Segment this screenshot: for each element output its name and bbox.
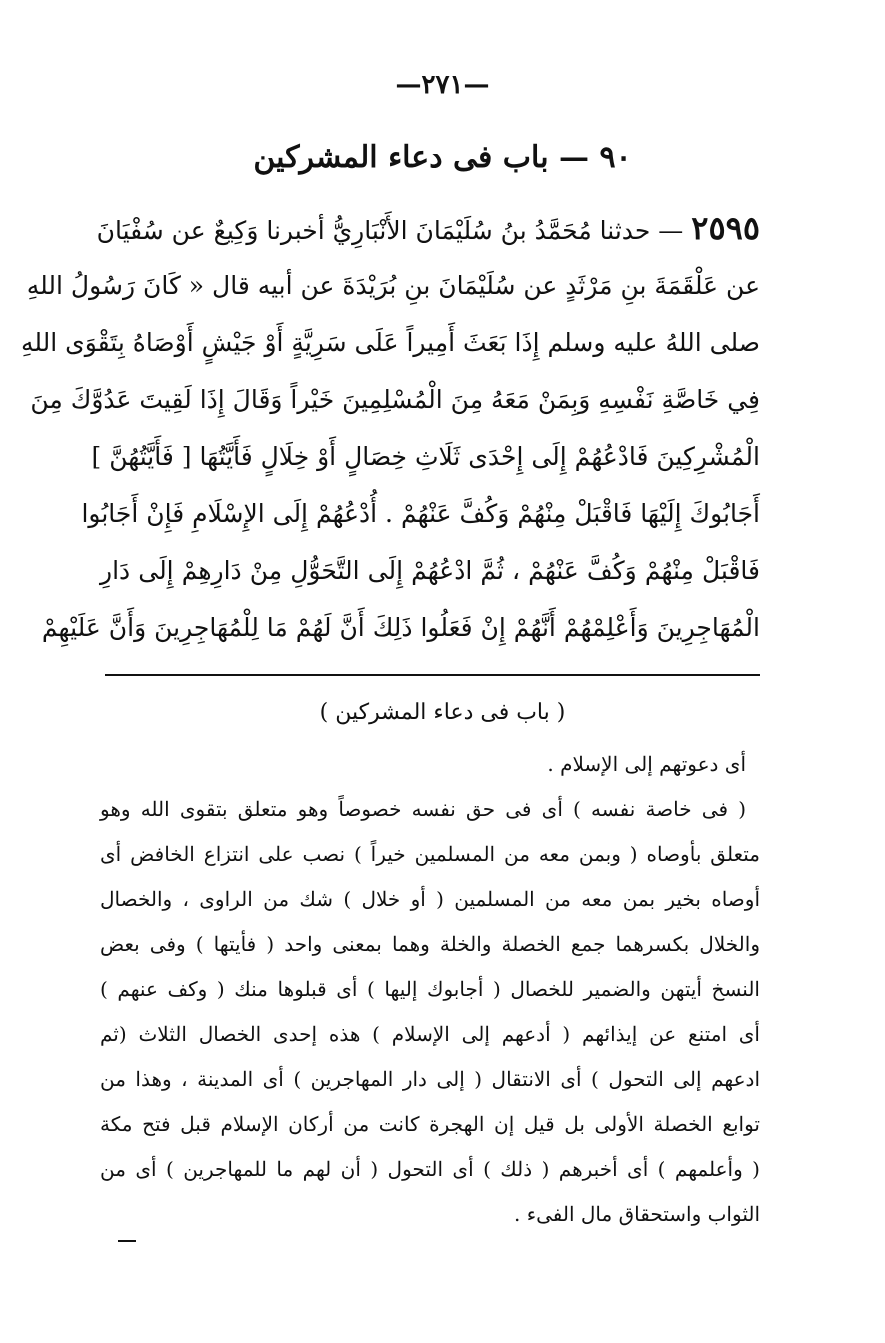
commentary-line: أى دعوتهم إلى الإسلام . [547, 752, 746, 776]
commentary-line: توابع الخصلة الأولى بل قيل إن الهجرة كانت من أركان الإسلام قبل فتح مكة [100, 1112, 760, 1136]
commentary-line: والخلال بكسرهما جمع الخصلة والخلة وهما بمعنى واحد ( فأيتها ) وفى بعض [100, 932, 760, 956]
chapter-separator: — [548, 140, 600, 175]
commentary-line: أى امتنع عن إيذائهم ( أدعهم إلى الإسلام ) هذه إحدى الخصال الثلاث (ثم [100, 1022, 760, 1046]
commentary-line: ( وأعلمهم ) أى أخبرهم ( ذلك ) أى التحول ( أن لهم ما للمهاجرين ) أى من [100, 1157, 760, 1181]
hadith-line: الْمُشْرِكِينَ فَادْعُهُمْ إِلَى إِحْدَى ثَلَاثِ خِصَالٍ أَوْ خِلَالٍ فَأَيَّتُهَا [ فَأَيَّتُهُنَّ ] [91, 442, 760, 471]
commentary-line: الثواب واستحقاق مال الفىء . [513, 1202, 760, 1226]
hadith-text [20, 200, 760, 656]
hadith-number: ٢٥٩٥ [691, 209, 760, 247]
commentary-text [100, 742, 760, 1237]
hadith-line [96, 200, 760, 257]
commentary-line: ( فى خاصة نفسه ) أى فى حق نفسه خصوصاً وهو متعلق بتقوى الله وهو [100, 797, 746, 821]
commentary-heading: ( باب فى دعاء المشركين ) [319, 700, 566, 725]
hadith-line: عن عَلْقَمَةَ بنِ مَرْثَدٍ عن سُلَيْمَانَ بنِ بُرَيْدَةَ عن أبيه قال « كَانَ رَسُولُ اللهِ [26, 271, 760, 300]
footnote-divider [105, 674, 760, 676]
commentary-line: متعلق بأوصاه ( وبمن معه من المسلمين خيراً ) نصب على انتزاع الخافض أى [100, 842, 760, 866]
chapter-number: ٩٠ [599, 140, 632, 175]
commentary-line: النسخ أيتهن والضمير للخصال ( أجابوك إليها ) أى قبلوها منك ( وكف عنهم ) [100, 977, 760, 1001]
hadith-line: فِي خَاصَّةِ نَفْسِهِ وَبِمَنْ مَعَهُ مِنَ الْمُسْلِمِينَ خَيْراً وَقَالَ إِذَا لَقِيتَ عَدُوَّكَ مِنَ [30, 385, 760, 414]
hadith-line: صلى اللهُ عليه وسلم إِذَا بَعَثَ أَمِيراً عَلَى سَرِيَّةٍ أَوْ جَيْشٍ أَوْصَاهُ بِتَقْوَى اللهِ [20, 328, 760, 357]
chapter-heading [0, 140, 885, 175]
hadith-line: فَاقْبَلْ مِنْهُمْ وَكُفَّ عَنْهُمْ ، ثُمَّ ادْعُهُمْ إِلَى التَّحَوُّلِ مِنْ دَارِهِمْ إِلَى دَارِ [100, 556, 760, 585]
commentary-line: ادعهم إلى التحول ) أى الانتقال ( إلى دار المهاجرين ) أى المدينة ، وهذا من [100, 1067, 760, 1091]
hadith-line-text: — حدثنا مُحَمَّدُ بنُ سُلَيْمَانَ الأَنْبَارِيُّ أخبرنا وَكِيعٌ عن سُفْيَانَ [96, 216, 684, 245]
hadith-line: الْمُهَاجِرِينَ وَأَعْلِمْهُمْ أَنَّهُمْ إِنْ فَعَلُوا ذَلِكَ أَنَّ لَهُمْ مَا لِلْمُهَاجِرِينَ وَأَنَّ عَلَيْهِمْ [41, 613, 760, 642]
continuation-dash [118, 1240, 136, 1242]
chapter-title: باب فى دعاء المشركين [253, 140, 549, 175]
page-number: —٢٧١— [395, 70, 490, 100]
hadith-line: أَجَابُوكَ إِلَيْهَا فَاقْبَلْ مِنْهُمْ وَكُفَّ عَنْهُمْ . أُدْعُهُمْ إِلَى الإِسْلَامِ فَإِنْ أَجَابُوا [81, 499, 760, 528]
commentary-line: أوصاه بخير بمن معه من المسلمين ( أو خلال ) شك من الراوى ، والخصال [100, 887, 760, 911]
